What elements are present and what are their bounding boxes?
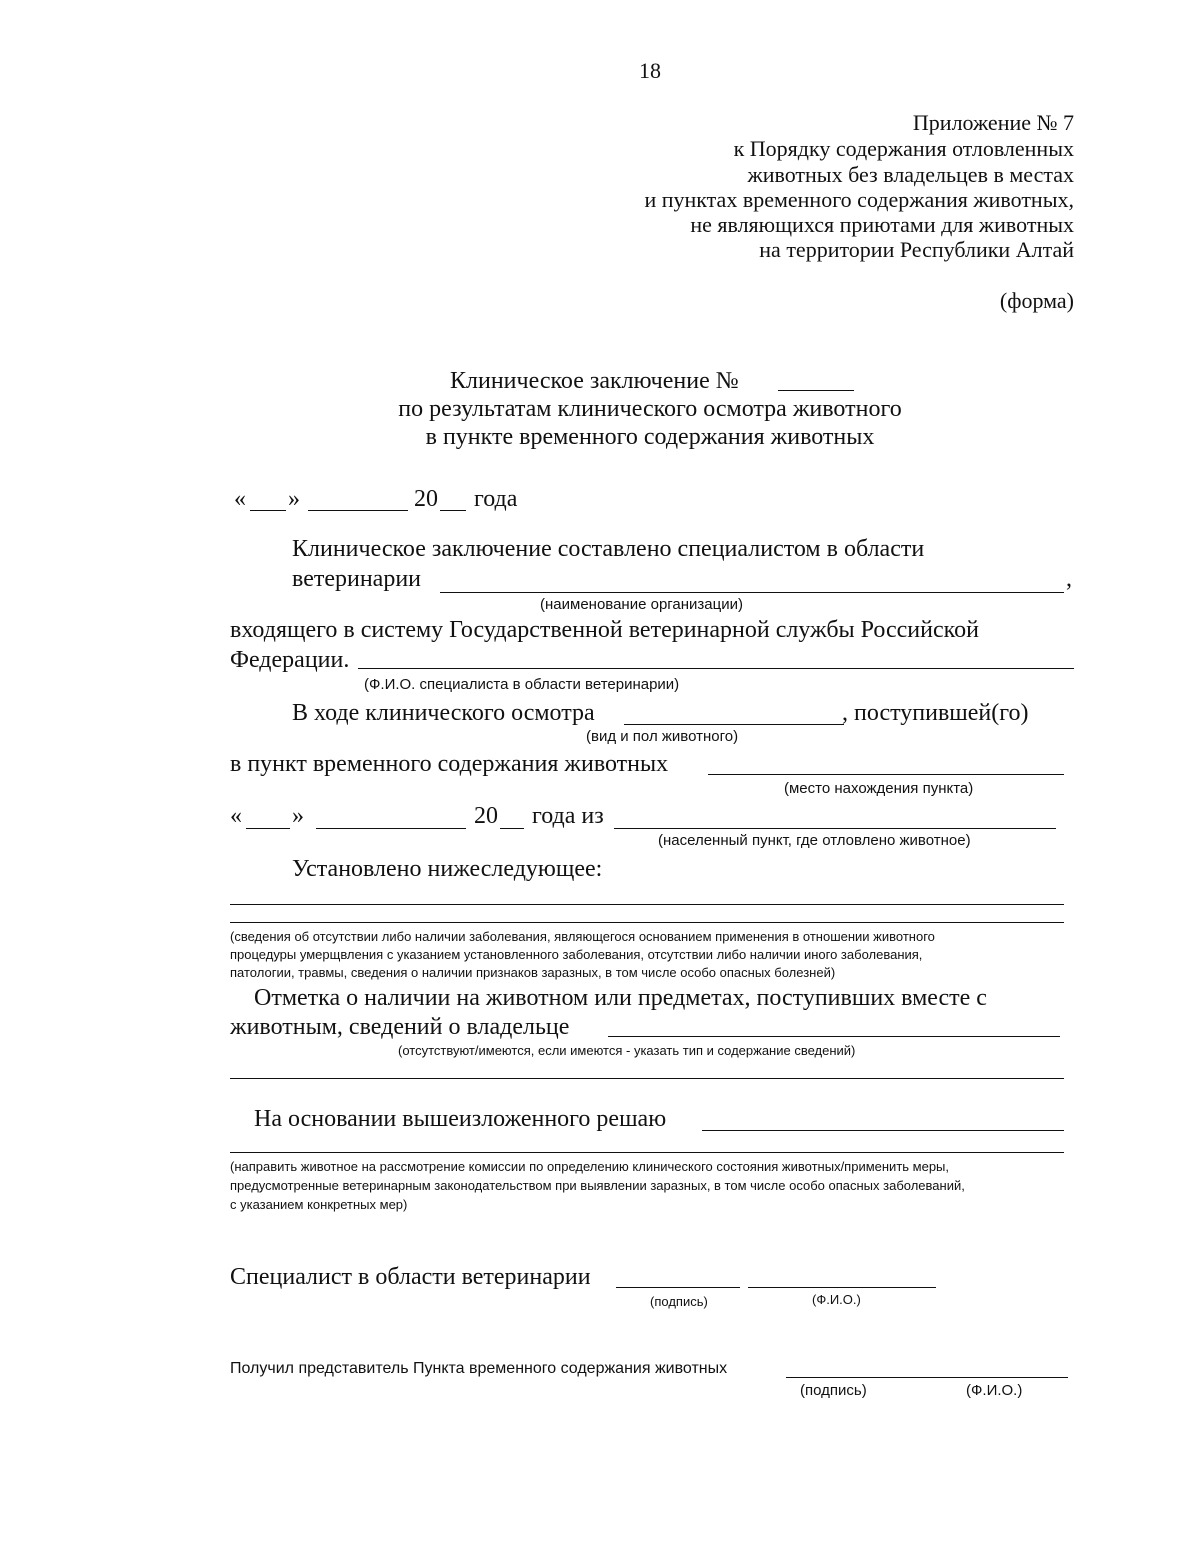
date-year-suffix: года	[474, 486, 518, 512]
specialist-signature-field[interactable]	[616, 1287, 740, 1288]
p2-line-1: входящего в систему Государственной ветеринарной службы Российской	[230, 617, 979, 643]
caption-settlement: (населенный пункт, где отловлено животное)	[658, 832, 971, 849]
p5-open-quote: «	[230, 803, 242, 829]
findings-field-line-1[interactable]	[230, 904, 1064, 905]
owner-info-field-line-2[interactable]	[230, 1078, 1064, 1079]
date-day-field[interactable]	[250, 510, 286, 511]
appendix-line-1: Приложение № 7	[912, 110, 1074, 135]
p2-line-2: Федерации.	[230, 647, 350, 673]
p5-from: года из	[532, 803, 604, 829]
date-year-prefix: 20	[414, 486, 438, 512]
caption-receiver-signature: (подпись)	[800, 1382, 867, 1399]
p4-text: в пункт временного содержания животных	[230, 751, 669, 777]
title-line-3: в пункте временного содержания животных	[425, 424, 875, 450]
p7-line-1: Отметка о наличии на животном или предметах, поступивших вместе с	[254, 985, 987, 1011]
p3-start: В ходе клинического осмотра	[292, 700, 595, 726]
intake-year-field[interactable]	[500, 828, 524, 829]
animal-type-field[interactable]	[624, 724, 844, 725]
receiver-signature-field[interactable]	[786, 1377, 1068, 1378]
appendix-line-4: и пунктах временного содержания животных,	[644, 187, 1074, 212]
page-number: 18	[639, 58, 661, 83]
specialist-fio-signature-field[interactable]	[748, 1287, 936, 1288]
conclusion-number-field[interactable]	[778, 390, 854, 391]
p8-text: На основании вышеизложенного решаю	[254, 1106, 667, 1132]
p1-comma: ,	[1066, 566, 1072, 592]
date-month-field[interactable]	[308, 510, 408, 511]
caption-organization: (наименование организации)	[540, 596, 743, 613]
p5-close-quote: »	[292, 803, 304, 829]
specialist-fio-field[interactable]	[358, 668, 1074, 669]
caption-animal-type: (вид и пол животного)	[586, 728, 739, 745]
appendix-line-2: к Порядку содержания отловленных	[733, 136, 1074, 161]
title-line-2: по результатам клинического осмотра животного	[398, 396, 902, 422]
caption-receiver-fio: (Ф.И.О.)	[966, 1382, 1023, 1399]
intake-month-field[interactable]	[316, 828, 466, 829]
caption-findings-1: (сведения об отсутствии либо наличии заболевания, являющегося основанием применения в отношении животного	[230, 929, 935, 944]
appendix-line-5: не являющихся приютами для животных	[690, 212, 1074, 237]
organization-field[interactable]	[440, 592, 1064, 593]
form-label: (форма)	[999, 288, 1074, 313]
caption-findings-3: патологии, травмы, сведения о наличии признаков заразных, в том числе особо опасных болезней)	[230, 965, 836, 980]
owner-info-field[interactable]	[608, 1036, 1060, 1037]
date-open-quote: «	[234, 486, 246, 512]
date-close-quote: »	[288, 486, 300, 512]
p5-year-prefix: 20	[474, 803, 498, 829]
settlement-field[interactable]	[614, 828, 1056, 829]
appendix-line-6: на территории Республики Алтай	[759, 237, 1074, 262]
caption-owner-info: (отсутствуют/имеются, если имеются - указать тип и содержание сведений)	[398, 1043, 856, 1058]
receiver-signature-label: Получил представитель Пункта временного содержания животных	[230, 1360, 728, 1377]
p7-line-2: животным, сведений о владельце	[230, 1014, 570, 1040]
decision-field-line-2[interactable]	[230, 1152, 1064, 1153]
caption-shelter-location: (место нахождения пункта)	[784, 780, 974, 797]
caption-signature: (подпись)	[650, 1294, 708, 1309]
caption-specialist-fio: (Ф.И.О. специалиста в области ветеринарии)	[364, 676, 680, 693]
p6-text: Установлено нижеследующее:	[292, 856, 603, 882]
shelter-location-field[interactable]	[708, 774, 1064, 775]
p3-end: , поступившей(го)	[842, 700, 1029, 726]
decision-field[interactable]	[702, 1130, 1064, 1131]
caption-signature-fio: (Ф.И.О.)	[812, 1292, 861, 1307]
title-line-1: Клиническое заключение №	[450, 368, 739, 394]
appendix-line-3: животных без владельцев в местах	[747, 162, 1074, 187]
p1-line-2: ветеринарии	[292, 566, 422, 592]
caption-decision-1: (направить животное на рассмотрение комиссии по определению клинического состояния животных/применить меры,	[230, 1159, 950, 1174]
p1-line-1: Клиническое заключение составлено специалистом в области	[292, 536, 925, 562]
caption-decision-2: предусмотренные ветеринарным законодательством при выявлении заразных, в том числе особо опасных заболеваний,	[230, 1178, 965, 1193]
caption-decision-3: с указанием конкретных мер)	[230, 1197, 408, 1212]
date-year-field[interactable]	[440, 510, 466, 511]
specialist-signature-label: Специалист в области ветеринарии	[230, 1264, 591, 1290]
intake-day-field[interactable]	[246, 828, 290, 829]
caption-findings-2: процедуры умерщвления с указанием установленного заболевания, отсутствии либо наличии иного заболевания,	[230, 947, 923, 962]
findings-field-line-2[interactable]	[230, 922, 1064, 923]
